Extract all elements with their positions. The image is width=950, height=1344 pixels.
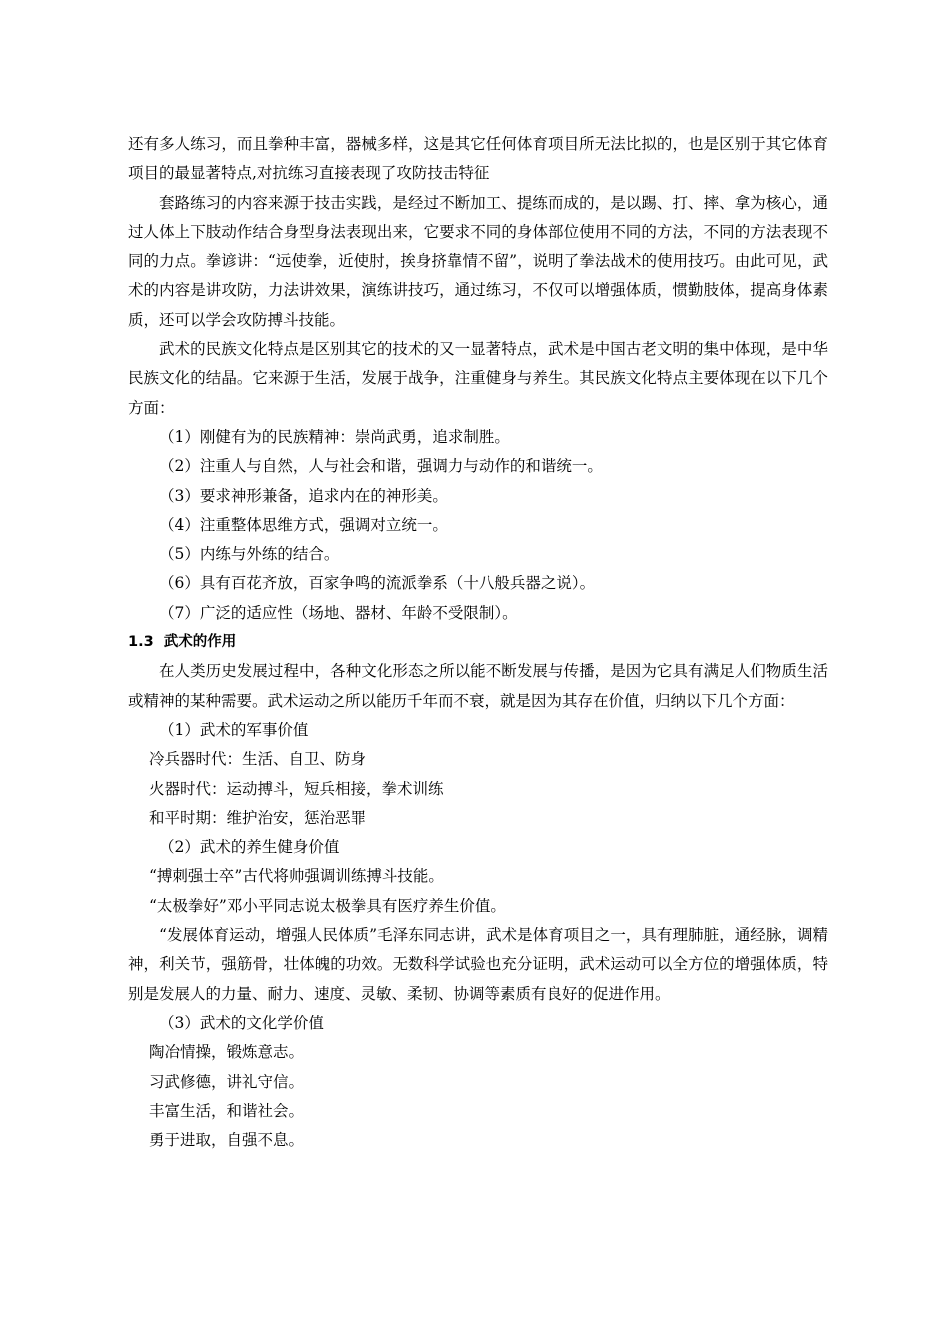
section-heading: 1.3 武术的作用 bbox=[128, 634, 237, 651]
document-page bbox=[128, 130, 828, 1155]
list-item: （4）注重整体思维方式，强调对立统一。 bbox=[159, 515, 448, 534]
list-item: 火器时代：运动搏斗，短兵相接，拳术训练 bbox=[149, 779, 444, 798]
list-item: 陶冶情操，锻炼意志。 bbox=[149, 1043, 305, 1062]
subsection-title-military: （1）武术的军事价值 bbox=[159, 720, 309, 739]
list-item: 习武修德，讲礼守信。 bbox=[149, 1072, 305, 1091]
list-item: （2）注重人与自然，人与社会和谐，强调力与动作的和谐统一。 bbox=[159, 457, 603, 476]
list-item: 和平时期：维护治安，惩治恶罪 bbox=[149, 808, 367, 827]
subsection-title-culture: （3）武术的文化学价值 bbox=[159, 1013, 324, 1032]
paragraph-routines: 套路练习的内容来源于技击实践，是经过不断加工、提练而成的，是以踢、打、摔、拿为核心，通过人体上下肢动作结合身型身法表现出来，它要求不同的身体部位使用不同的方法，不同的方法表现不同的力点。拳谚讲：“远使拳，近使肘，挨身挤靠情不留”，说明了拳法战术的使用技巧。由此可见，武术的内容是讲攻防，力法讲效果，演练讲技巧，通过练习，不仅可以增强体质，惯勤肢体，提高身体素质，还可以学会攻防搏斗技能。 bbox=[128, 193, 828, 329]
list-item: （7）广泛的适应性（场地、器材、年龄不受限制）。 bbox=[159, 603, 518, 622]
feature-list bbox=[128, 423, 828, 628]
list-item: （3）要求神形兼备，追求内在的神形美。 bbox=[159, 486, 448, 505]
list-item: “太极拳好”邓小平同志说太极拳具有医疗养生价值。 bbox=[149, 896, 506, 915]
list-item: 冷兵器时代：生活、自卫、防身 bbox=[149, 750, 367, 769]
list-item: “搏刺强士卒”古代将帅强调训练搏斗技能。 bbox=[149, 867, 444, 886]
paragraph-culture-features: 武术的民族文化特点是区别其它的技术的又一显著特点，武术是中国古老文明的集中体现，是中华民族文化的结晶。它来源于生活，发展于战争，注重健身与养生。其民族文化特点主要体现在以下几个方面： bbox=[128, 340, 828, 417]
section-intro: 在人类历史发展过程中，各种文化形态之所以能不断发展与传播，是因为它具有满足人们物质生活或精神的某种需要。武术运动之所以能历千年而不衰，就是因为其存在价值，归纳以下几个方面： bbox=[128, 662, 828, 710]
paragraph-training: 还有多人练习，而且拳种丰富，器械多样，这是其它任何体育项目所无法比拟的，也是区别于其它体育项目的最显著特点,对抗练习直接表现了攻防技击特征 bbox=[128, 135, 828, 183]
list-item: 勇于进取，自强不息。 bbox=[149, 1131, 305, 1150]
paragraph-health: “发展体育运动，增强人民体质”毛泽东同志讲，武术是体育项目之一，具有理肺脏，通经脉，调精神，利关节，强筋骨，壮体魄的功效。无数科学试验也充分证明，武术运动可以全方位的增强体质，特别是发展人的力量、耐力、速度、灵敏、柔韧、协调等素质有良好的促进作用。 bbox=[128, 926, 828, 1003]
list-item: （6）具有百花齐放，百家争鸣的流派拳系（十八般兵器之说）。 bbox=[159, 574, 596, 593]
subsection-title-health: （2）武术的养生健身价值 bbox=[159, 838, 340, 857]
list-item: （5）内练与外练的结合。 bbox=[159, 545, 340, 564]
list-item: （1）刚健有为的民族精神：崇尚武勇，追求制胜。 bbox=[159, 427, 510, 446]
list-item: 丰富生活，和谐社会。 bbox=[149, 1101, 305, 1120]
